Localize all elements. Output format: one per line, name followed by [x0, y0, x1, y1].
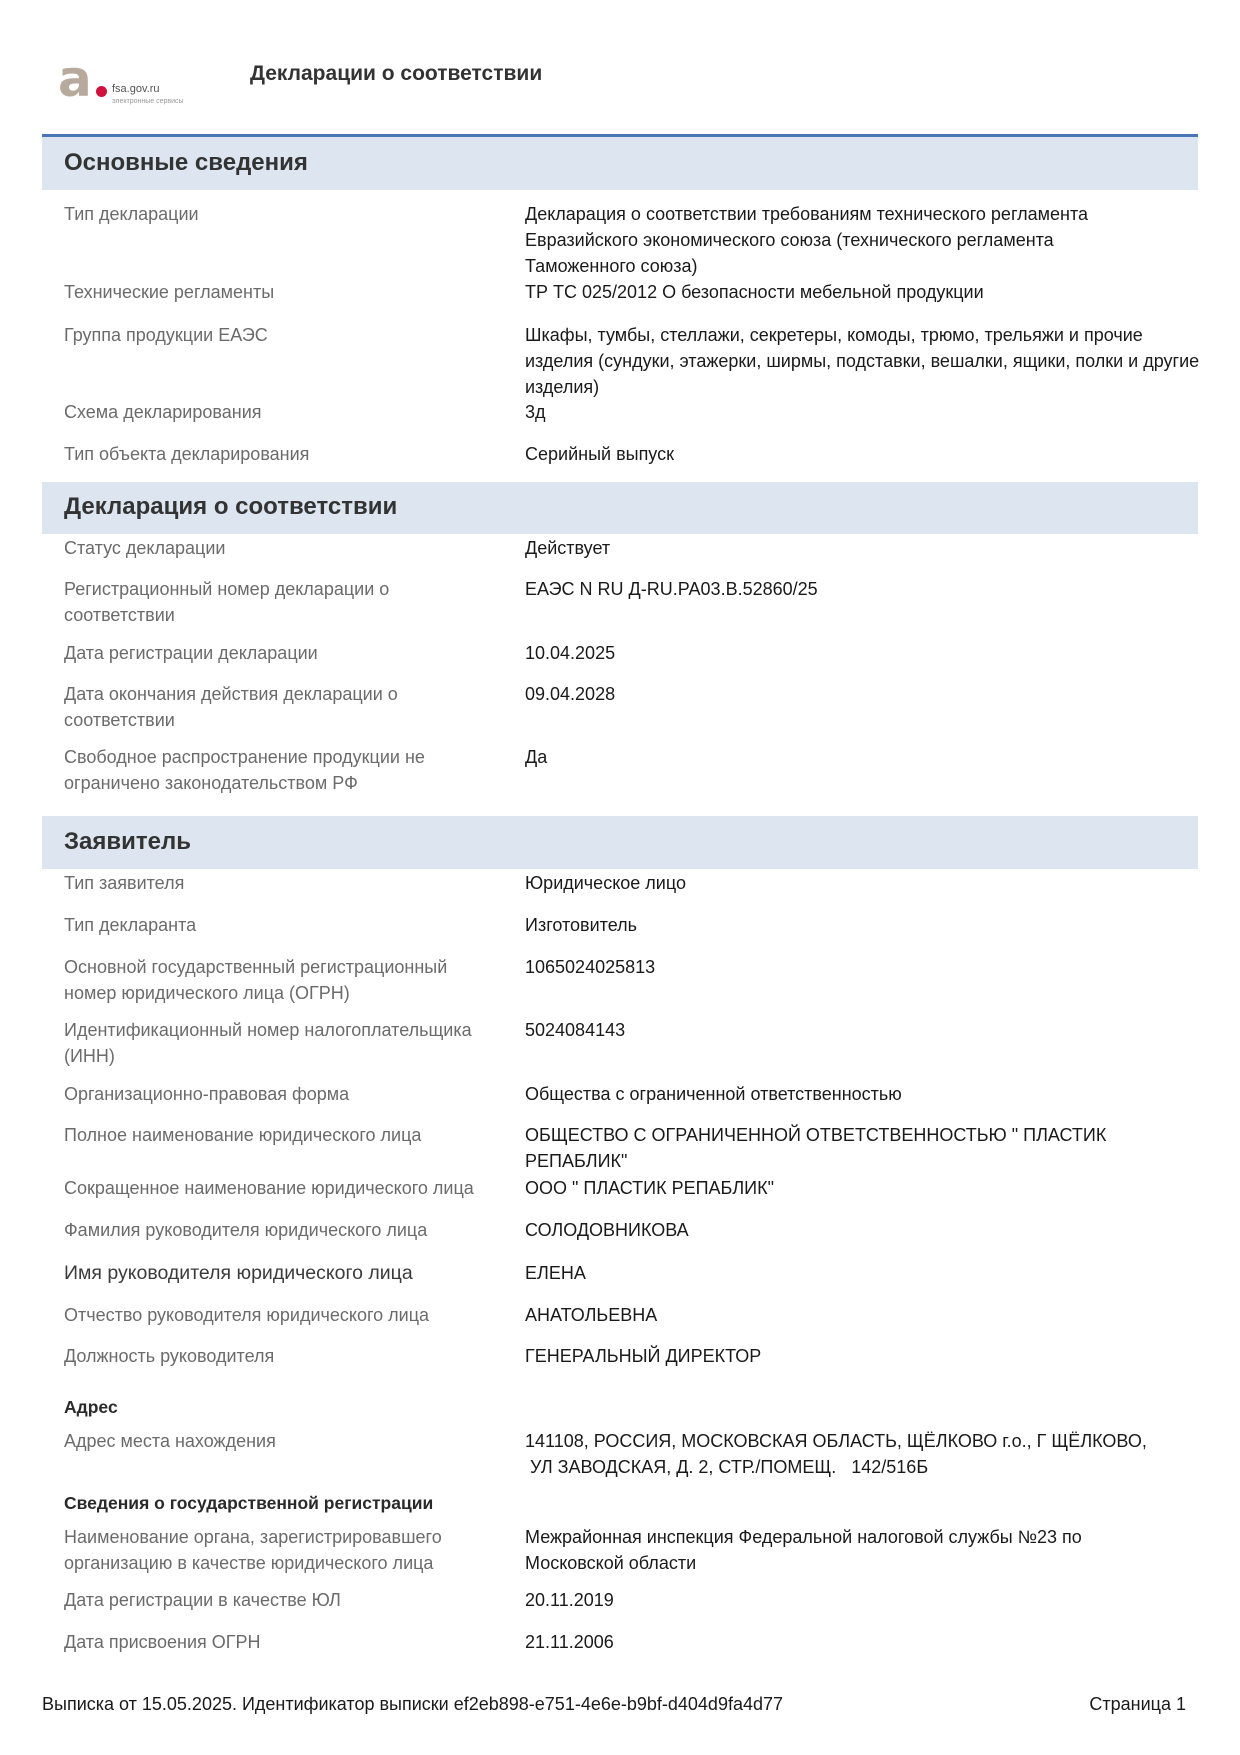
field-value: 21.11.2006	[525, 1632, 614, 1652]
field-label: Наименование органа, зарегистрировавшего организацию в качестве юридического лица	[64, 1527, 442, 1573]
field-label: Тип декларанта	[64, 915, 197, 935]
field-value: АНАТОЛЬЕВНА	[525, 1305, 658, 1325]
field-label: Адрес места нахождения	[64, 1431, 276, 1451]
field-value: Шкафы, тумбы, стеллажи, секретеры, комоды, трюмо, трельяжи и прочие изделия (сундуки, этажерки, ширмы, подставки, вешалки, ящики, полки и другие изделия)	[525, 325, 1200, 397]
field-value: Изготовитель	[525, 915, 637, 935]
field-label: Группа продукции ЕАЭС	[64, 325, 268, 345]
field-value: 20.11.2019	[525, 1590, 614, 1610]
field-label: Дата окончания действия декларации о соответствии	[64, 684, 398, 730]
field-value: Серийный выпуск	[525, 444, 674, 464]
field-label: Статус декларации	[64, 538, 226, 558]
field-label: Должность руководителя	[64, 1346, 275, 1366]
field-label: Идентификационный номер налогоплательщика (ИНН)	[64, 1020, 472, 1066]
field-value: Юридическое лицо	[525, 873, 686, 893]
field-label: Имя руководителя юридического лица	[64, 1262, 413, 1284]
field-value: 09.04.2028	[525, 684, 616, 704]
logo-subtitle: электронные сервисы	[112, 98, 184, 105]
field-label: Технические регламенты	[64, 282, 275, 302]
field-label: Дата регистрации в качестве ЮЛ	[64, 1590, 341, 1610]
field-label: Дата присвоения ОГРН	[64, 1632, 261, 1652]
logo-site-text: fsa.gov.ru	[112, 83, 160, 95]
field-label: Сокращенное наименование юридического лица	[64, 1178, 474, 1198]
section-title: Основные сведения	[64, 149, 308, 176]
section-header-declaration	[42, 482, 1198, 534]
fsa-logo-icon: a	[58, 50, 92, 108]
field-value: Общества с ограниченной ответственностью	[525, 1084, 902, 1104]
field-value: 3д	[525, 402, 546, 422]
field-value: ООО " ПЛАСТИК РЕПАБЛИК"	[525, 1178, 774, 1198]
logo-dot-icon	[96, 86, 107, 97]
address-line: УЛ ЗАВОДСКАЯ, Д. 2, СТР./ПОМЕЩ. 142/516Б	[525, 1457, 929, 1477]
field-value: СОЛОДОВНИКОВА	[525, 1220, 689, 1240]
field-value: ЕАЭС N RU Д-RU.РА03.В.52860/25	[525, 579, 818, 599]
page-number: Страница 1	[1089, 1694, 1186, 1714]
field-value: Да	[525, 747, 548, 767]
address-subheading: Адрес	[64, 1397, 118, 1417]
registration-subheading: Сведения о государственной регистрации	[64, 1493, 434, 1513]
field-label: Фамилия руководителя юридического лица	[64, 1220, 428, 1240]
field-label: Тип декларации	[64, 204, 199, 224]
field-label: Организационно-правовая форма	[64, 1084, 350, 1104]
field-label: Тип объекта декларирования	[64, 444, 310, 464]
section-title: Заявитель	[64, 828, 191, 855]
field-label: Отчество руководителя юридического лица	[64, 1305, 430, 1325]
page-title: Декларации о соответствии	[250, 62, 543, 85]
field-value: Межрайонная инспекция Федеральной налоговой службы №23 по Московской области	[525, 1527, 1082, 1573]
extract-info: Выписка от 15.05.2025. Идентификатор выписки ef2eb898-e751-4e6e-b9bf-d404d9fa4d77	[42, 1694, 784, 1714]
section-header-basic	[42, 137, 1198, 190]
field-value: Действует	[525, 538, 611, 558]
address-line: 141108, РОССИЯ, МОСКОВСКАЯ ОБЛАСТЬ, ЩЁЛКОВО г.о., Г ЩЁЛКОВО,	[525, 1431, 1147, 1451]
field-value: ОБЩЕСТВО С ОГРАНИЧЕННОЙ ОТВЕТСТВЕННОСТЬЮ " ПЛАСТИК РЕПАБЛИК"	[525, 1125, 1107, 1171]
field-value: Декларация о соответствии требованиям технического регламента Евразийского экономического союза (технического регламента Таможенного союза)	[525, 204, 1089, 276]
field-value: 5024084143	[525, 1020, 626, 1040]
field-label: Основной государственный регистрационный номер юридического лица (ОГРН)	[64, 957, 448, 1003]
field-value: ТР ТС 025/2012 О безопасности мебельной продукции	[525, 282, 984, 302]
field-value: ГЕНЕРАЛЬНЫЙ ДИРЕКТОР	[525, 1346, 762, 1366]
section-title: Декларация о соответствии	[64, 493, 398, 520]
field-label: Регистрационный номер декларации о соответствии	[64, 579, 390, 625]
field-label: Схема декларирования	[64, 402, 262, 422]
field-label: Дата регистрации декларации	[64, 643, 318, 663]
field-value: 1065024025813	[525, 957, 656, 977]
field-value: 10.04.2025	[525, 643, 616, 663]
section-header-applicant	[42, 816, 1198, 869]
field-label: Полное наименование юридического лица	[64, 1125, 422, 1145]
address-value	[525, 1428, 1240, 1480]
field-label: Тип заявителя	[64, 873, 185, 893]
field-value: ЕЛЕНА	[525, 1263, 586, 1283]
fsa-logo[interactable]	[58, 50, 208, 108]
field-label: Свободное распространение продукции не ограничено законодательством РФ	[64, 747, 425, 793]
